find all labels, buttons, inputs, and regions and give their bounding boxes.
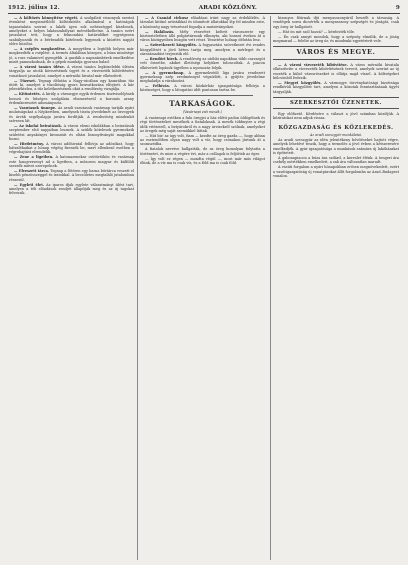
column-divider-1 [137,16,138,560]
section-divider [152,95,253,96]
szerkesztoi-uzenetek-heading: SZERKESZTŐI ÜZENETEK. [289,99,383,106]
article-text: A városi tanács legközelebbi ülésén tárgyalja az utcák kövezésének ügyét és a vízvezeték kibővítésére vonatkozó javaslatot, amelyet a mérnöki hivatal már elkészített. [9,64,134,78]
article-paragraph [9,79,134,92]
article-lead: — Szövetkezeti közgyűlés. [145,43,197,48]
article-text: Mély részvétet keltett városszerte egy köztiszteletben álló polgártársunk elhunyta, aki hosszú éveken át a város közügyeiben buzgón vett részt. Temetése holnap délután lesz. [140,29,265,43]
column-3 [273,16,399,561]
article-text: előadásai iránt nagy az érdeklődés. A társulat kitűnő artistákkal és idomított állatokkal lép fel minden este, a közönség nagy tetszéssel fogadja a mutatványokat. [140,16,265,29]
article-paragraph [140,84,265,93]
article-paragraph [140,43,265,56]
article-lead: — Felhívás. [145,84,171,89]
article-paragraph [9,155,134,168]
article-paragraph [140,147,265,156]
article-paragraph [273,30,399,34]
column-divider-2 [270,16,271,560]
article-text: A gyermekvédő liga javára rendezett gyermeknap szép eredménnyel végződött, a gyűjtés jövedelme meghaladja a várakozást. [140,70,265,84]
article-paragraph [273,63,399,80]
article-text: Az aradi vasutasok vasárnap tartják nyári mulatságukat a Népkertben, amelynek tiszta jövedelmét az özvegyek és árvák segélyalapja javára fordítják. A rendezőség mindenkit szívesen lát. [9,105,134,123]
article-text: — Én csak annyit mondok, hogy a szépség elmúlik, de a jóság megmarad — felelte az öreg úr, és mindenki egyetértett vele. [273,34,399,43]
header-date: 1912. július 12. [8,5,60,11]
tarkasagok-subtitle: (Vasárnapi esti mesék.) [183,110,222,115]
varos-articles [273,63,399,94]
col2-articles [140,16,265,93]
article-text: A város mérnöki hivatala elkészítette a vízvezeték kibővítésének terveit, amelyek szerint az új vezeték a külső városrészeket is ellátja majd vízzel. A költségeket kölcsönből fedezik. [273,62,399,80]
article-paragraph [9,142,134,155]
kozgazdasag-subtitle: Az aradi szeszgyár munkálatai. [309,132,362,137]
header-page-number: 9 [395,5,400,11]
article-text: A gabonapiacon a búza ára szilárd, a kereslet élénk. A tengeri ára csekély mértékben emelkedett, a zab ára változatlan maradt. [273,156,399,165]
article-lead: — A Csanád cirkusz [145,16,189,20]
col3-top-articles [273,16,399,43]
column-2 [140,16,265,561]
article-text: A vasúti forgalom a nyári hónapokban erősen megnövekedett, ezért a vasútigazgatóság új vonatpárokat állít forgalomba az Arad–Budapest vonalon. [273,165,399,178]
article-paragraph [140,71,265,84]
article-lead: — A cséplés megkezdése. [14,47,67,51]
article-paragraph [273,81,399,94]
article-text: A megyében a legtöbb helyen már megkezdték a cséplést. A termés általában közepes, a búza minősége jó, a rozs valamivel gyengébb. A gazdák a napszámbérek emelkedése miatt panaszkodnak, de a gépek munkája gyorsan halad. [9,47,134,65]
kozgazdasag-heading: KÖZGAZDASÁG ÉS KÖZLEKEDÉS. [278,124,394,131]
article-lead: — Halálozás. [145,29,175,34]
tarkasagok-heading: TARKASÁGOK. [169,98,236,108]
article-paragraph [9,124,134,141]
article-lead: — Vasutasok ünnepe. [14,105,57,110]
article-text: A rendőrség az utóbbi napokban több csavargót vett őrizetbe, akiket illetőségi helyükre toloncoltak. A piacon elkövetett lopások ügyében a nyomozás folyik. [140,56,265,70]
article-paragraph [9,169,134,182]
article-lead: — A gyermeknap. [145,70,185,75]
article-text: A városi adóhivatal felhívja az adózókat, hogy hátralékaikat a hónap végéig fizessék be, mert ellenkező esetben a végrehajtást elrendelik. [9,141,134,155]
article-paragraph [9,183,134,196]
article-paragraph [273,156,399,165]
article-paragraph [140,157,265,166]
page-header [8,3,400,13]
article-paragraph [9,106,134,123]
article-paragraph [273,16,399,29]
article-lead: — A városi vízvezeték kibővítése. [278,62,348,67]
article-paragraph [140,16,265,29]
article-paragraph [140,116,265,133]
article-lead: — A költözés könnyítése végett. [14,16,79,20]
article-lead: — Hirdetmény. [14,141,44,146]
article-text: — Hát biz' az úgy volt, fiam — kezdte az öreg gazda —, hogy abban az esztendőben olyan nagy volt a víz, hogy csónakon jártunk át a szomszédba. [140,133,265,147]
szerk-heading-box [273,97,399,109]
article-paragraph [9,47,134,64]
header-title: ARADI KÖZLÖNY. [198,5,258,11]
article-paragraph [140,134,265,147]
article-text: A szolgálati viszonyok szerint évenként megismétlődő költözködés alkalmával a hatóságok tapasztalata szerint a lakók igen sok nehézséggel küzdenek, amelyeket a helyes lakásszabályzat mérsékelhetne. A tanács ezért javaslatot tett, hogy a felmondási határidőket egységesen szabályozzák és a bérbeadók kötelesek legyenek a kiürítés napját előre közölni. [9,16,134,47]
article-lead: — A városi tanács ülése. [14,64,65,69]
article-text: A vármegye törvényhatósági bizottsága rendkívüli közgyűlést tart, amelyen a közutak fenntartásának ügyét tárgyalják. [273,80,399,94]
article-text: — Hát ön mit szól hozzá? — kérdezték tőle. [278,29,355,34]
article-lead: — Rendőri hírek. [145,56,179,61]
article-text: A fogyasztási szövetkezet évi rendes közgyűlését a jövő héten tartja meg, amelyen a mérleget és a zárszámadást terjesztik elő. [140,43,265,56]
article-lead: — Tűzeset. [14,78,37,83]
article-paragraph [9,65,134,78]
article-lead: — Megyei közgyűlés. [278,80,322,85]
article-paragraph [9,16,134,46]
article-lead: — Az iskolai beiratások. [14,123,63,128]
article-lead: — Elveszett tárca. [14,169,50,174]
article-text: — Így volt ez régen — mondta végül —, most már más világot élünk, de a víz ma is csak víz, és a föld ma is csak föld. [140,156,265,166]
article-paragraph [140,30,265,43]
article-text: A vasárnapi estéken a falu öregjei a ház előtti padon üldögélnek és régi történeteket mesélnek a fiataloknak. A mesék többnyire a régi idők vitézeiről, a betyárokról és a nagy árvizekről szólnak, amelyeket az öregek még saját szemükkel láttak. [140,115,265,133]
article-text: Az iparos ifjak egylete választmányi ülést tart, amelyen a téli előadások rendjét állapítják meg és az új tagokat felveszik. [9,182,134,196]
szerkesztoi-uzenet-text: Egy előfizető. Kérdésére a választ a jövő számban közöljük. A kéziratokat nem adjuk vissza. [273,111,399,121]
article-lead: — Egyleti élet. [14,182,45,187]
article-paragraph [273,138,399,155]
col1-articles [9,16,134,196]
article-paragraph [140,57,265,70]
article-lead: — Kitüntetés. [14,92,41,97]
article-paragraph [273,165,399,178]
article-text: A fiatalok nevetve hallgatták, de az öreg komolyan folytatta a történetet, és mire a végére ért, már a csillagok is feljöttek az égre. [140,147,265,156]
article-text: A városi közkórház igazgatósága felhívja a közönséget, hogy a látogatási időt pontosan tartsa be. [140,84,265,93]
article-text: bizonyos főúrnak ifjú menyasszonyáról beszélt a társaság. A vendégek sorra dicsérték a menyasszony szépségét és jóságát, csak egy öreg úr hallgatott. [273,16,399,29]
varos-heading-box [273,46,399,60]
column-1 [9,16,134,561]
article-paragraph [9,92,134,105]
article-paragraph [273,35,399,44]
article-text: Az aradi szeszgyár az idén jelentékeny bővítéseket hajtott végre, amelyek lehetővé teszik, hogy a termelés a jövő évben a kétszeresére emelkedjék. A gyár igazgatósága a munkások számára új lakóházakat is építtetett. [273,138,399,156]
varos-es-megye-heading: VÁROS ÉS MEGYE. [296,48,376,57]
tarkasagok-articles [140,116,265,166]
article-lead: — Zene a ligetben. [14,155,54,160]
header-rule [8,13,400,14]
article-text: Tegnap délután a Nagy-utcában egy kamrában tűz ütött ki, amelyet a tűzoltóság gyors beavatkozása elfojtott. A kár jelentéktelen, a tűz keletkezésének okát a rendőrség vizsgálja. [9,78,134,92]
article-text: A király a vármegye egyik érdemes tisztviselőjének hosszú és hűséges szolgálata elismeréseül a koronás arany érdemkeresztet adományozta. [9,92,134,105]
kozgazdasag-articles [273,138,399,178]
article-text: Tegnap a főtéren egy barna bőrtárca veszett el kisebb pénzösszeggel és iratokkal. A becsületes megtaláló jutalomban részesül. [9,169,134,182]
article-text: A katonazenekar csütörtökön és vasárnap este hangversenyt ad a ligetben, a műsoron magyar és külföldi szerzők művei szerepelnek. [9,155,134,169]
article-text: A városi elemi iskolákban a beiratások szeptember első napjaiban lesznek. A szülők kötelesek gyermekeik születési anyakönyvi kivonatát és oltási bizonyítványát magukkal hozni. [9,123,134,141]
